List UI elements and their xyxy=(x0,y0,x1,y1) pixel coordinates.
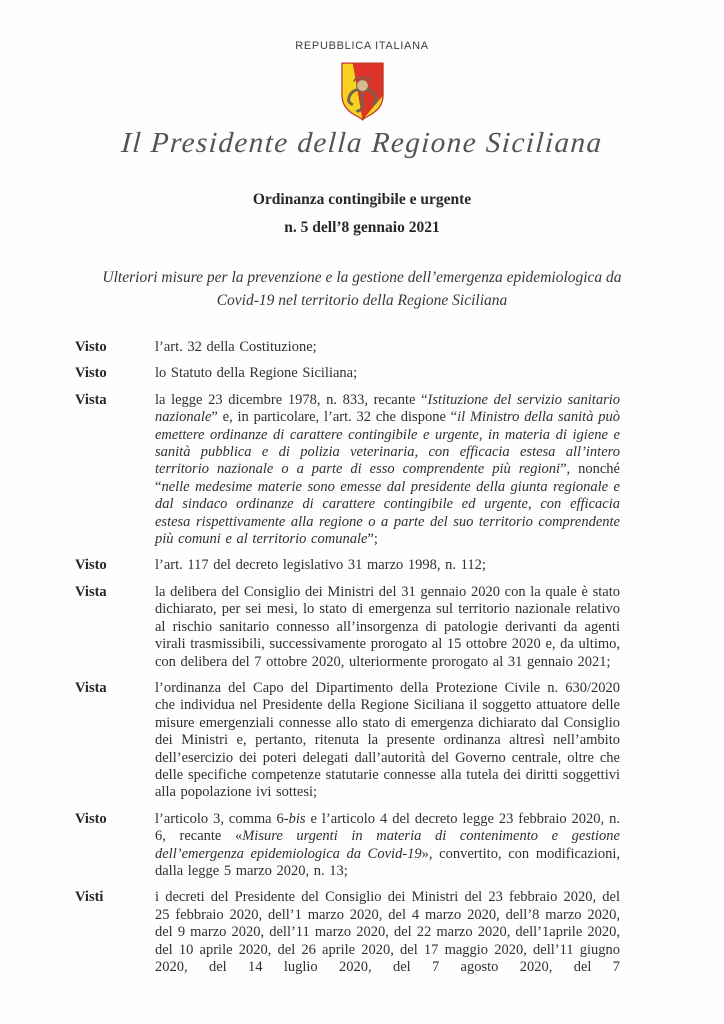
ordinance-title xyxy=(0,186,724,242)
recital-text: la legge 23 dicembre 1978, n. 833, recante “Istituzione del servizio sanitario nazionale” e, in particolare, l’art. 32 che dispone “il Ministro della sanità può emettere ordinanze di carattere contingibile e urgente, in materia di igiene e sanità pubblica e di polizia veterinaria, con efficacia estesa all’intero territorio nazionale o a parte di esso comprendente più regioni”, nonché “nelle medesime materie sono emesse dal presidente della giunta regionale e dal sindaco ordinanze di carattere contingibile ed urgente, con efficacia estesa rispettivamente alla regione o a parte del suo territorio comprendente più comuni e al territorio comunale”; xyxy=(155,391,621,548)
recital-row xyxy=(75,365,620,382)
recital-label: Visto xyxy=(75,810,107,827)
ordinance-subtitle xyxy=(0,266,724,312)
ordinance-subtitle-line1: Ulteriori misure per la prevenzione e la gestione dell’emergenza epidemiologica da xyxy=(102,269,622,286)
recital-label: Vista xyxy=(75,679,107,696)
recitals xyxy=(75,339,620,976)
ordinance-title-line2: n. 5 dell’8 gennaio 2021 xyxy=(284,219,440,236)
recital-label: Vista xyxy=(75,583,107,600)
republic-label: REPUBBLICA ITALIANA xyxy=(295,40,429,52)
recital-text: l’art. 32 della Costituzione; xyxy=(155,339,317,355)
recital-row xyxy=(75,339,620,356)
recital-label: Visto xyxy=(75,339,107,355)
recital-row xyxy=(75,680,620,802)
recital-label: Vista xyxy=(75,391,107,408)
recital-row xyxy=(75,557,620,574)
ordinance-title-line1: Ordinanza contingibile e urgente xyxy=(252,191,472,208)
sicily-coat-of-arms-icon xyxy=(339,61,386,122)
script-title: Il Presidente della Regione Siciliana xyxy=(120,127,604,159)
recital-text: la delibera del Consiglio dei Ministri del 31 gennaio 2020 con la quale è stato dichiarato, per sei mesi, lo stato di emergenza sul territorio nazionale relativo al rischio sanitario connesso all’insorgenza di patologie derivanti da agenti virali trasmissibili, successivamente prorogato al 15 ottobre 2020 e, da ultimo, con delibera del 7 ottobre 2020, ulteriormente prorogato al 31 gennaio 2021; xyxy=(155,583,620,670)
recital-row xyxy=(75,889,620,976)
recital-text: i decreti del Presidente del Consiglio dei Ministri del 23 febbraio 2020, del 25 febbraio 2020, dell’1 marzo 2020, del 4 marzo 2020, dell’8 marzo 2020, del 9 marzo 2020, dell’11 marzo 2020, del 22 marzo 2020, dell’1aprile 2020, del 10 aprile 2020, del 26 aprile 2020, del 17 maggio 2020, dell’11 giugno 2020, del 14 luglio 2020, del 7 agosto 2020, del 7 xyxy=(155,889,620,975)
recital-text: l’articolo 3, comma 6-bis e l’articolo 4 del decreto legge 23 febbraio 2020, n. 6, recante «Misure urgenti in materia di contenimento e gestione dell’emergenza epidemiologica da Covid-19», convertito, con modificazioni, dalla legge 5 marzo 2020, n. 13; xyxy=(155,810,620,879)
recital-row xyxy=(75,392,620,549)
recital-label: Visti xyxy=(75,889,104,906)
recital-text: l’art. 117 del decreto legislativo 31 marzo 1998, n. 112; xyxy=(155,557,486,574)
ordinance-subtitle-line2: Covid-19 nel territorio della Regione Siciliana xyxy=(216,292,508,309)
document-header xyxy=(0,0,724,160)
recital-text: lo Statuto della Regione Siciliana; xyxy=(155,365,358,382)
recital-row xyxy=(75,811,620,881)
recital-label: Visto xyxy=(75,365,107,382)
recital-row xyxy=(75,584,620,671)
recital-text: l’ordinanza del Capo del Dipartimento della Protezione Civile n. 630/2020 che individua nel Presidente della Regione Siciliana il soggetto attuatore delle misure emergenziali connesse allo stato di emergenza dichiarato dal Consiglio dei Ministri e, pertanto, ritenuta la presente ordinanza altresì nell’ambito dell’esercizio dei poteri delegati dall’autorità del Governo centrale, oltre che delle specifiche competenze statutarie connesse alla tutela dei diritti soggettivi alla popolazione ivi sottesi; xyxy=(155,679,620,801)
recital-label: Visto xyxy=(75,557,107,574)
